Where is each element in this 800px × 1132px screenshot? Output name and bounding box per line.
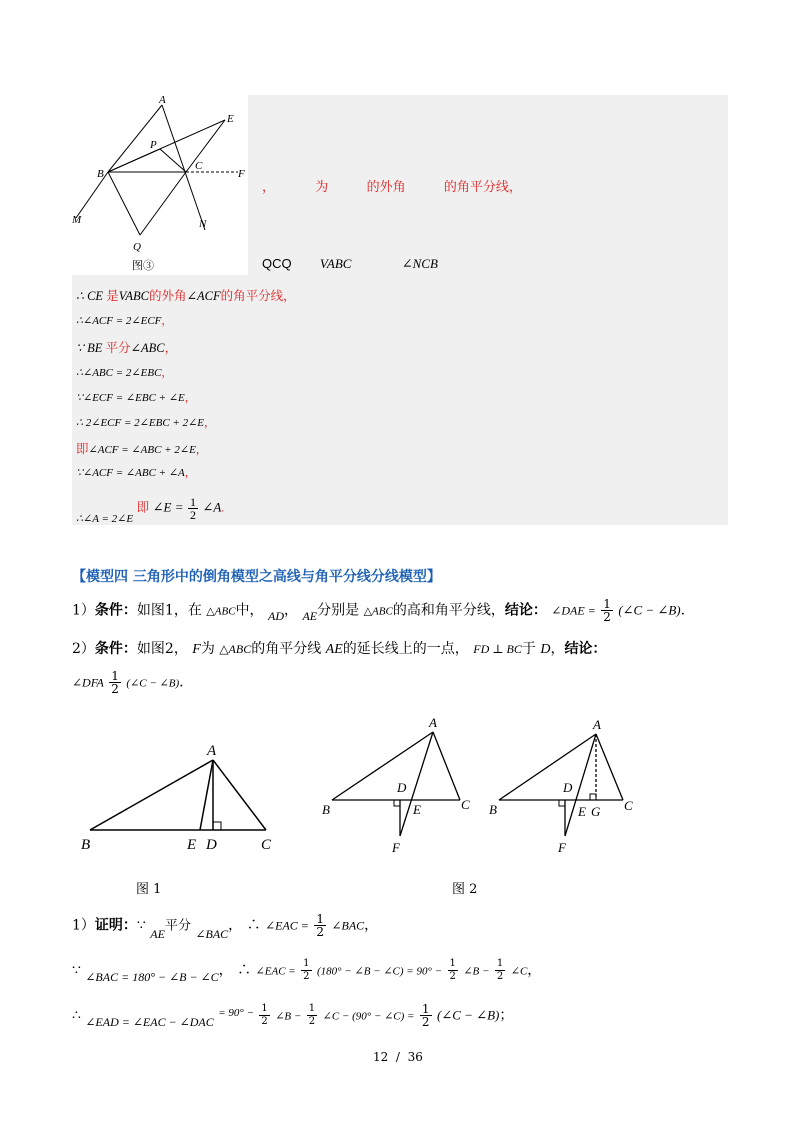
proof-line-6: ∴ 2∠ECF = 2∠EBC + 2∠E， [76, 417, 216, 429]
proof-1-line-3: ∴ ∠EAD = ∠EAC − ∠DAC $^{= 90^\circ -}$ $\frac{1}{2}$ ∠B − $\frac{1}{2}$ ∠C − (90° − ∠C) = $\frac{1}{2}$ (∠C − ∠B)； [72, 1002, 514, 1029]
label-F: F [238, 168, 245, 180]
figure-2a [318, 712, 483, 860]
fig2b-label-G: G [591, 804, 601, 819]
fig1-seg-AC [213, 760, 266, 830]
label-B: B [97, 168, 104, 180]
seg-CE [186, 120, 225, 172]
fig2b-right-angle-mark-D [559, 800, 565, 806]
proof-line-5: ∵∠ECF = ∠EBC + ∠E， [76, 392, 196, 404]
fig2b-label-A: A [593, 717, 601, 732]
figure-3-caption: 图③ [132, 260, 154, 272]
proof-1-line-1: 1）证明：∵ AE平分 ∠BAC， ∴ ∠EAC = $\frac{1}{2}$ ∠BAC， [72, 912, 379, 941]
fig2a-seg-AC [433, 732, 460, 800]
figure-3 [70, 92, 250, 277]
proof-line-4: ∴∠ABC = 2∠EBC， [76, 367, 173, 379]
fig1-label-E: E [187, 837, 197, 853]
fig2a-label-A: A [429, 715, 437, 730]
fig2a-label-E: E [413, 802, 421, 817]
page-number: 12 / 36 [373, 1050, 423, 1064]
proof-line-3: ∵ BE 平分∠ABC， [76, 341, 178, 355]
proof-line-8: ∵∠ACF = ∠ABC + ∠A， [76, 467, 196, 479]
label-C: C [195, 160, 203, 172]
proof-line-1: ∴ CE 是VABC的外角∠ACF的角平分线， [76, 289, 296, 303]
fig2b-label-C: C [624, 798, 633, 813]
label-N: N [199, 218, 207, 230]
seg-PC [160, 149, 186, 172]
section-title-model4: 【模型四 三角形中的倒角模型之高线与角平分线分线模型】 [72, 569, 441, 585]
fig2b-label-F: F [558, 840, 566, 855]
fig2b-right-angle-mark-G [590, 794, 596, 800]
fig1-label-C: C [261, 837, 272, 853]
fig1-label-B: B [81, 837, 91, 853]
label-E: E [227, 113, 234, 125]
fig3-text-line1: ， 为 的外角 的角平分线， [262, 180, 522, 195]
condition-1: 1）条件：如图1，在 △ABC中， AD， AE分别是 △ABC的高和角平分线，结论： ∠DAE = $\frac{1}{2}$ (∠C − ∠B). [72, 597, 686, 624]
fig2a-right-angle-mark [394, 800, 400, 806]
proof-1-line-2: ∵ ∠BAC = 180° − ∠B − ∠C， ∴ ∠EAC = $\frac{1}{2}$ (180° − ∠B − ∠C) = 90° − $\frac{1}{2}$ ∠B − $\frac{1}{2}$ ∠C， [72, 958, 542, 984]
fig2a-label-F: F [392, 840, 400, 855]
proof-line-2: ∴∠ACF = 2∠ECF， [76, 315, 173, 327]
label-A: A [159, 94, 166, 106]
condition-2: 2）条件：如图2， F为 △ABC的角平分线 AE的延长线上的一点， FD ⊥ BC于 D，结论： [72, 641, 607, 657]
fig2b-label-E: E [578, 804, 586, 819]
figure-1 [78, 738, 283, 856]
fig2a-label-B: B [322, 802, 330, 817]
fig2b-seg-AB [499, 734, 596, 800]
fig1-right-angle-mark [213, 822, 221, 830]
proof-line-9: ∴∠A = 2∠E 即 ∠E = $\frac{1}{2}$ ∠A. [76, 495, 225, 525]
seg-BQ [108, 172, 140, 235]
label-M: M [72, 214, 82, 226]
fig1-seg-AE [200, 760, 213, 830]
fig1-seg-AB [90, 760, 213, 830]
fig1-label-D: D [206, 837, 217, 853]
seg-BP [108, 149, 160, 172]
fig1-label-A: A [207, 743, 217, 759]
proof-line-7: 即∠ACF = ∠ABC + 2∠E， [76, 442, 207, 456]
fig2b-seg-AC [596, 734, 623, 800]
label-Q: Q [133, 241, 141, 253]
seg-CQ [140, 172, 186, 235]
fig3-text-line2: QCQ VABC ∠NCB [262, 256, 438, 271]
fig2b-label-D: D [563, 780, 573, 795]
fig2b-label-B: B [489, 802, 497, 817]
figure-2-caption: 图 2 [452, 882, 478, 897]
condition-2-conclusion: ∠DFA $\frac{1}{2}$ (∠C − ∠B). [72, 669, 184, 696]
figure-2b [485, 712, 650, 860]
fig2a-label-C: C [461, 797, 470, 812]
fraction-half: $\frac{1}{2}$ [189, 495, 196, 522]
fig2a-label-D: D [397, 780, 407, 795]
figure-1-caption: 图 1 [136, 882, 162, 897]
fig2a-seg-AB [332, 732, 433, 800]
label-P: P [150, 139, 157, 151]
